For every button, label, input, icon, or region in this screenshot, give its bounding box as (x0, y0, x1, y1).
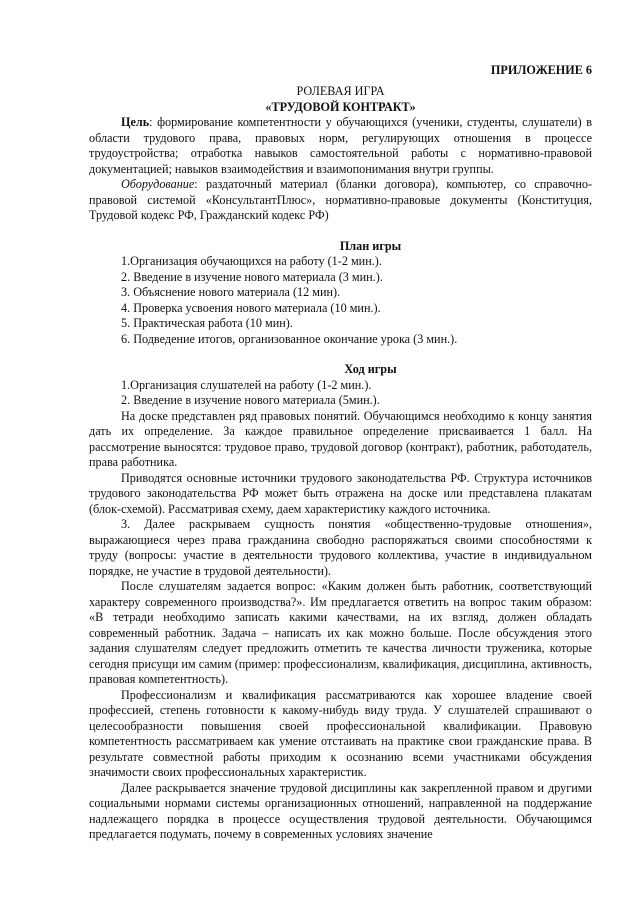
course-paragraph: На доске представлен ряд правовых понятий. Обучающимся необходимо к концу занятия дать их определение. За каждое правильное определение присваивается 1 балл. На рассмотрение выносятся: трудовое право, трудовой договор (контракт), работник, работодатель, права работника. (89, 408, 592, 469)
spacer (89, 347, 592, 362)
appendix-label: ПРИЛОЖЕНИЕ 6 (490, 63, 592, 77)
plan-item: 3. Объяснение нового материала (12 мин). (121, 285, 341, 299)
plan-item: 4. Проверка усвоения нового материала (10 мин.). (121, 300, 381, 315)
course-paragraph: После слушателям задается вопрос: «Каким должен быть работник, соответствующий характеру современного производства?». Им предлагается ответить на вопрос таким образом: «В тетради необходимо записать какими качествами, на их взгляд, должен обладать современный работник. Задача – написать их как можно больше. После обсуждения этого задания слушателям следует предложить отметить те качества личности труженика, которые сегодня присущи им самим (пример: профессионализм, квалификация, дисциплина, активность, правовая компетентность). (89, 579, 592, 686)
plan-item: 6. Подведение итогов, организованное окончание урока (3 мин.). (121, 331, 458, 346)
game-type-title: РОЛЕВАЯ ИГРА (296, 84, 385, 98)
spacer (89, 224, 592, 239)
course-paragraph: Приводятся основные источники трудового законодательства РФ. Структура источников трудового законодательства РФ может быть отражена на доске или представлена плакатам (блок-схемой). Рассматривая схему, даем характеристику каждого источника. (89, 470, 592, 516)
goal-text: : формирование компетентности у обучающихся (ученики, студенты, слушатели) в области трудового права, правовых норм, регулирующих отношения в процессе трудоустройства; отработка навыков самостоятельной работы с нормативно-правовой документацией; навыков взаимодействия и взаимопонимания внутри группы. (89, 115, 592, 176)
goal-label: Цель (121, 115, 150, 129)
plan-item: 1.Организация обучающихся на работу (1-2 мин.). (121, 254, 382, 268)
course-paragraph: Далее раскрывается значение трудовой дисциплины как закрепленной правом и другими социальными нормами системы организационных отношений, направленной на поддержание надлежащего порядка в процессе осуществления трудовой деятельности. Обучающимся предлагается подумать, почему в современных условиях значение (89, 780, 592, 841)
course-heading: Ход игры (344, 362, 397, 376)
course-paragraph: Профессионализм и квалификация рассматриваются как хорошее владение своей профессией, степень готовности к какому-нибудь виду труда. У слушателей спрашивают о целесообразности повышения своей профессиональной квалификации. Правовую компетентность рассматриваем как умение отстаивать на практике свои гражданские права. В результате совместной работы приходим к осознанию всеми участниками обсуждения значимости своих профессиональных характеристик. (89, 687, 592, 779)
document-body (89, 84, 592, 843)
plan-heading: План игры (339, 238, 402, 253)
equipment-label: Оборудование (121, 177, 195, 191)
game-title: «ТРУДОВОЙ КОНТРАКТ» (265, 99, 416, 114)
plan-item: 5. Практическая работа (10 мин). (121, 316, 293, 330)
course-item: 1.Организация слушателей на работу (1-2 мин.). (121, 377, 372, 392)
course-item: 2. Введение в изучение нового материала (5мин.). (121, 393, 380, 407)
plan-item: 2. Введение в изучение нового материала (3 мин.). (121, 269, 383, 284)
equipment-text: : раздаточный материал (бланки договора), компьютер, со справочно-правовой системой «КонсультантПлюс», нормативно-правовые документы (Конституция, Трудовой кодекс РФ, Гражданский кодекс РФ) (89, 177, 592, 222)
goal-paragraph (89, 115, 592, 177)
course-paragraph: 3. Далее раскрываем сущность понятия «общественно-трудовые отношения», выражающиеся через права гражданина свободно распоряжаться своими способностями к труду (вопросы: участие в деятельности трудового коллектива, участие в индивидуальном порядке, не участие в трудовой деятельности). (89, 517, 592, 578)
equipment-paragraph (89, 177, 592, 224)
